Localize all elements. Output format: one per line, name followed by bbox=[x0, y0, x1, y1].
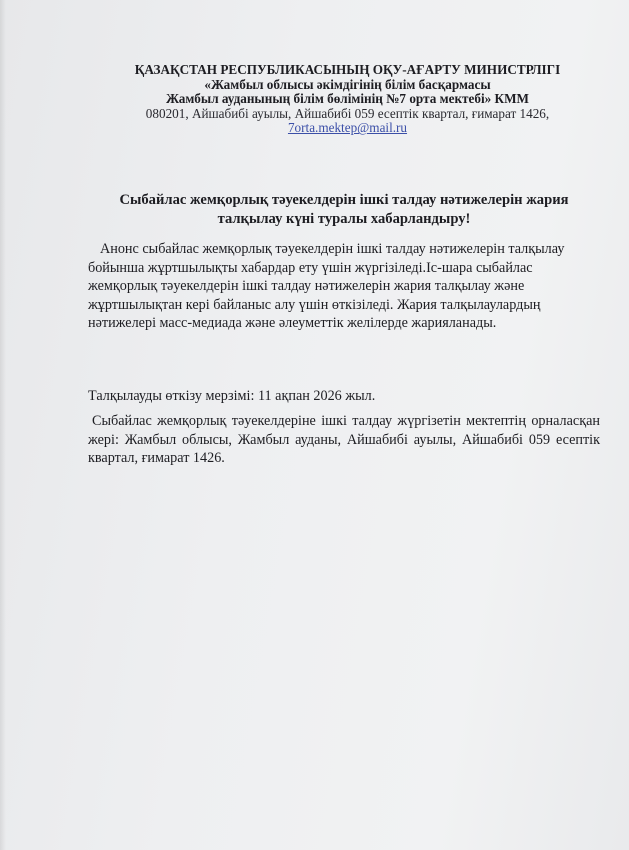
discussion-date: Талқылауды өткізу мерзімі: 11 ақпан 2026 жыл. bbox=[88, 388, 376, 404]
page-edge-shadow bbox=[0, 0, 6, 850]
school-email-link[interactable]: 7orta.mektep@mail.ru bbox=[287, 120, 408, 136]
school-name: Жамбыл ауданының білім бөлімінің №7 орта мектебі» КММ bbox=[166, 91, 529, 107]
school-location: Сыбайлас жемқорлық тәуекелдеріне ішкі талдау жүргізетін мектептің орналасқан жері: Жамбыл облысы, Жамбыл ауданы, Айшабибі ауылы, Айшабибі 059 есептік квартал, ғимарат 1426. bbox=[88, 413, 600, 467]
school-address: 080201, Айшабибі ауылы, Айшабибі 059 есептік квартал, ғимарат 1426, bbox=[145, 105, 550, 121]
ministry-name: ҚАЗАҚСТАН РЕСПУБЛИКАСЫНЫҢ ОҚУ-АҒАРТУ МИНИСТРЛІГІ bbox=[134, 62, 561, 77]
letterhead bbox=[70, 63, 625, 136]
department-name: «Жамбыл облысы әкімдігінің білім басқармасы bbox=[204, 76, 491, 92]
announcement-paragraph: Анонс сыбайлас жемқорлық тәуекелдерін ішкі талдау нәтижелерін талқылау бойынша жұртшылықты хабардар ету үшін жүргізіледі.Іс-шара сыбайлас жемқорлық тәуекелдерін ішкі талдау нәтижелерін жария талқылау және жұртшылықтан кері байланыс алу үшін өткізіледі. Жария талқылаулардың нәтижелері масс-медиада және әлеуметтік желілерде жарияланады. bbox=[88, 241, 565, 332]
announcement-title: Сыбайлас жемқорлық тәуекелдерін ішкі талдау нәтижелерін жария талқылау күні туралы хабарландыру! bbox=[119, 192, 569, 227]
